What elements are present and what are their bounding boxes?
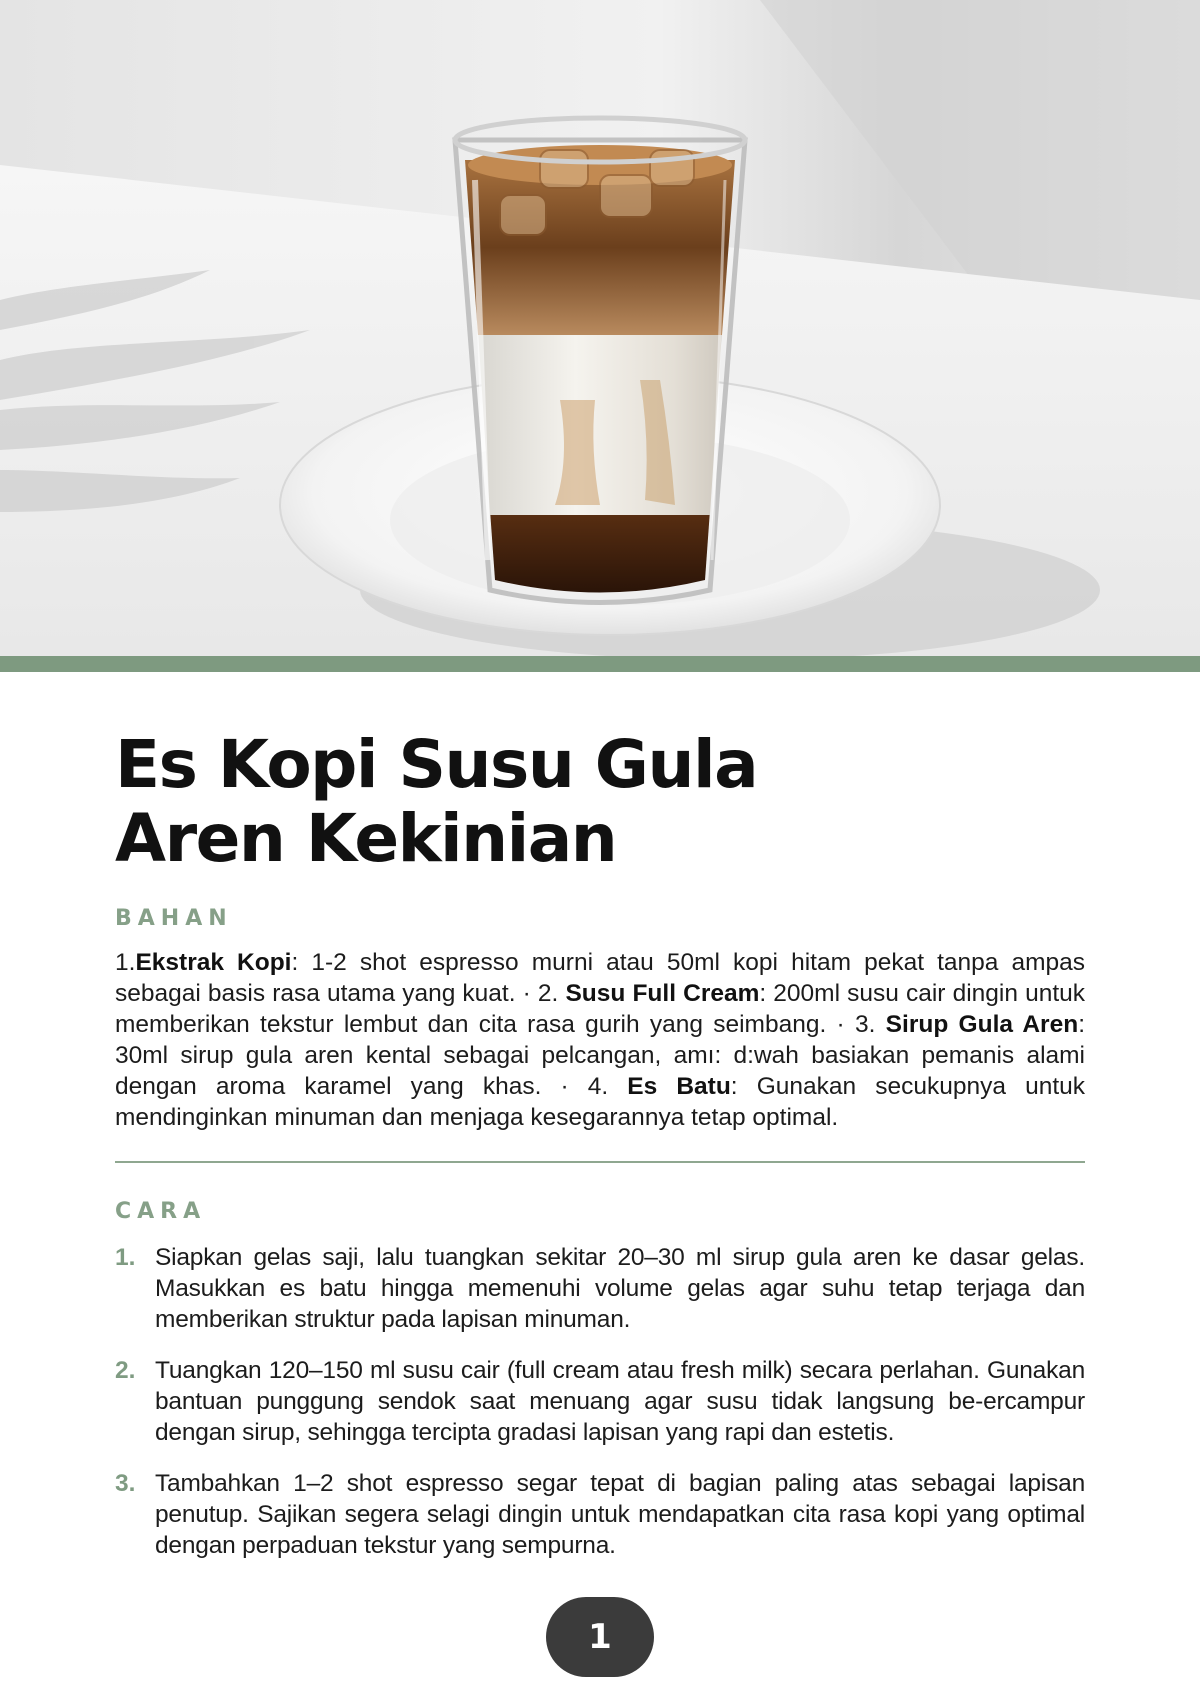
ingredient-desc: : Gunakan secukupnya untuk mendinginkan minuman dan menjaga kesegarannya tetap optimal. bbox=[115, 1073, 1086, 1131]
step-number: 3. bbox=[115, 1470, 136, 1497]
recipe-title: Es Kopi Susu Gula Aren Kekinian bbox=[115, 726, 758, 877]
ingredient-desc: : 1-2 shot espresso murni atau 50ml kopi hitam pekat tanpa ampas sebagai basis rasa utama yang kuat. bbox=[115, 949, 1086, 1007]
section-label-cara: CARA bbox=[115, 1199, 207, 1224]
ingredient-number: 4. bbox=[587, 1073, 609, 1100]
section-label-bahan: BAHAN bbox=[115, 906, 233, 931]
separator-dot: · bbox=[541, 1073, 588, 1100]
hero-photo bbox=[0, 0, 1200, 656]
ingredient-desc: : 200ml susu cair dingin untuk memberikan tekstur lembut dan cita rasa gurih yang seimbang. bbox=[115, 980, 1086, 1038]
separator-dot: · bbox=[826, 1011, 855, 1038]
ingredient-number: 1. bbox=[115, 949, 136, 976]
section-divider bbox=[115, 1161, 1085, 1163]
separator-dot: · bbox=[515, 980, 538, 1007]
ingredient-name: Sirup Gula Aren bbox=[885, 1011, 1079, 1038]
step-text: Tuangkan 120–150 ml susu cair (full cream atau fresh milk) secara perlahan. Gunakan bantuan punggung sendok saat menuang agar susu tidak langsung be-ercampur dengan sirup, sehingga tercipta gradasi lapisan yang rapi dan estetis. bbox=[155, 1357, 1085, 1446]
step-number: 2. bbox=[115, 1357, 136, 1384]
step-number: 1. bbox=[115, 1244, 136, 1271]
ingredient-number: 3. bbox=[854, 1011, 876, 1038]
ingredient-name: Susu Full Cream bbox=[565, 980, 760, 1007]
steps-list bbox=[115, 1242, 1085, 1561]
step-text: Siapkan gelas saji, lalu tuangkan sekitar 20–30 ml sirup gula aren ke dasar gelas. Masukkan es batu hingga memenuhi volume gelas agar suhu tetap terjaga dan memberikan struktur pada lapisan minuman. bbox=[155, 1244, 1085, 1333]
ingredient-number: 2. bbox=[537, 980, 559, 1007]
step-item bbox=[115, 1468, 1085, 1561]
ingredient-name: Es Batu bbox=[627, 1073, 731, 1100]
step-item bbox=[115, 1242, 1085, 1335]
ingredient-desc: : 30ml sirup gula aren kental sebagai pelcangan, amı: d:wah basiakan pemanis alami dengan aroma karamel yang khas. bbox=[115, 1011, 1085, 1100]
page-number-badge: 1 bbox=[546, 1597, 654, 1677]
ingredients-paragraph bbox=[115, 947, 1085, 1133]
accent-band bbox=[0, 656, 1200, 672]
recipe-content bbox=[115, 728, 1085, 1581]
step-text: Tambahkan 1–2 shot espresso segar tepat di bagian paling atas sebagai lapisan penutup. Sajikan segera selagi dingin untuk mendapatkan cita rasa kopi yang optimal dengan perpaduan tekstur yang sempurna. bbox=[155, 1470, 1085, 1559]
step-item bbox=[115, 1355, 1085, 1448]
ingredient-name: Ekstrak Kopi bbox=[135, 949, 292, 976]
